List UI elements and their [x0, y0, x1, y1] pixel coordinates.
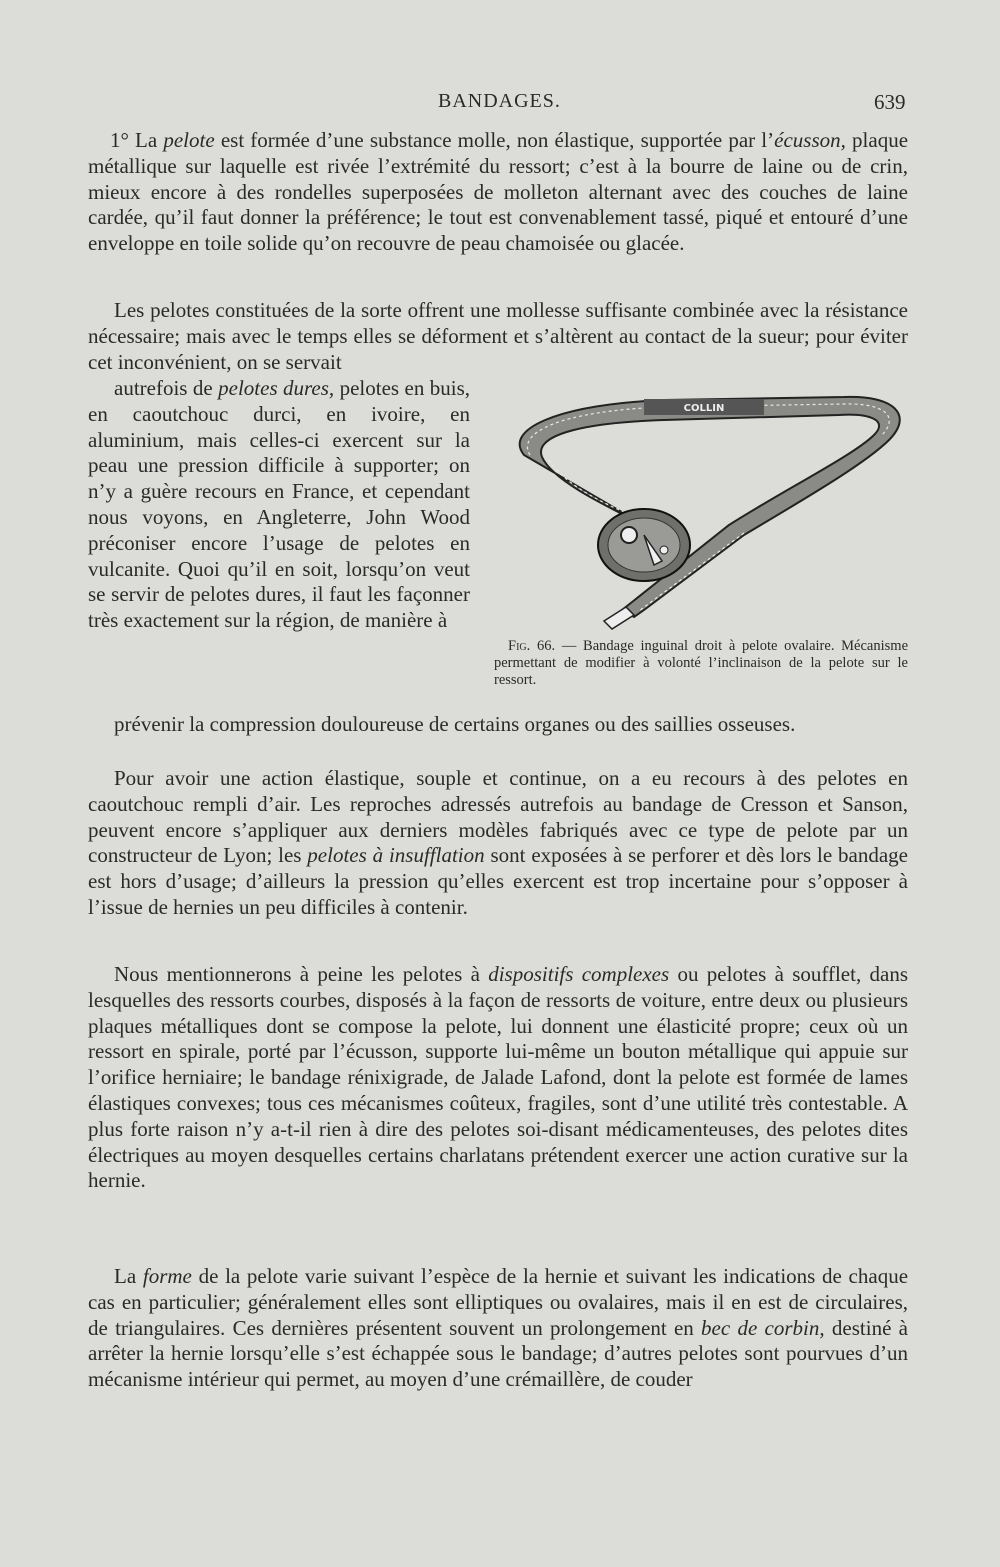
strap-buckle — [604, 607, 634, 629]
para2-wrap-text-a: autrefois de — [114, 376, 213, 400]
figure-caption-text: — Bandage inguinal droit à pelote ovalaire. Mécanisme permettant de modifier à volonté l’inclinaison de la pelote sur le ressort. — [494, 638, 908, 688]
term-pelote: pelote — [163, 128, 215, 152]
figure-label: Fig. 66. — [508, 638, 556, 654]
para2-full-width-text: Les pelotes constituées de la sorte offrent une mollesse suffisante combinée avec la résistance nécessaire; mais avec le temps elles se déforment et s’altèrent au contact de la sueur; pour éviter cet inconvénient, on se servait — [88, 298, 908, 374]
figure-66 — [494, 385, 914, 635]
paragraph-5 — [88, 1264, 908, 1393]
para2-wrap-text-b: pelotes en buis, en caoutchouc durci, en ivoire, en aluminium, mais celles-ci exercent sur la peau une pression difficile à supporter; on n’y a guère recours en France, et cependant nous voyons, en Angleterre, John Wood préconiser encore l’usage de pelotes en vulcanite. Quoi qu’il en soit, lorsqu’on veut se servir de pelotes dures, il faut les façonner très exactement sur la région, de manière à — [88, 376, 471, 633]
paragraph-2-wrapped — [88, 376, 470, 634]
para2-tail-text: prévenir la compression douloureuse de certains organes ou des saillies osseuses. — [114, 712, 796, 736]
adjustment-screw — [621, 527, 637, 543]
para1-text-b: plaque métallique sur laquelle est rivée l’extrémité du ressort; c’est à la bourre de laine ou de crin, mieux encore à des rondelles superposées de molleton alternant avec des couches de laine cardée, qu’il faut donner la préférence; le tout est convenablement tassé, piqué et entouré d’une enveloppe en toile solide qu’on recouvre de peau chamoisée ou glacée. — [88, 128, 909, 256]
para3-text-a: Pour avoir une action élastique, souple et continue, on a eu recours à des pelotes en caoutchouc rempli d’air. Les reproches adressés autrefois au bandage de Cresson et Sanson, peuvent encore s’appliquer aux derniers modèles fabriqués avec ce type de pelote par un constructeur de Lyon; les — [88, 766, 908, 868]
figure-caption — [494, 638, 908, 689]
para5-text-b: de la pelote varie suivant l’espèce de la hernie et suivant les indications de chaque cas en particulier; généralement elles sont elliptiques ou ovalaires, mais il en est de circulaires, de triangulaires. Ces dernières présentent souvent un prolongement en — [88, 1264, 909, 1340]
page-number: 639 — [874, 90, 906, 114]
page-header — [0, 90, 1000, 120]
paragraph-2-top — [88, 298, 908, 375]
term-pelotes-insufflation: pelotes à insufflation — [307, 843, 485, 868]
truss-bandage-illustration — [494, 385, 914, 635]
paragraph-1 — [88, 128, 908, 257]
paragraph-2-tail — [88, 712, 908, 738]
term-pelotes-dures: pelotes dures, — [218, 376, 335, 400]
term-forme: forme — [142, 1264, 192, 1288]
para4-text-a: Nous mentionnerons à peine les pelotes à — [114, 962, 480, 986]
para1-text-a: est formée d’une substance molle, non élastique, supportée par l’ — [220, 128, 775, 152]
para3-text-b: sont exposées à se perforer et dès lors le bandage est hors d’usage; d’ailleurs la pression qu’elles exercent est trop incertaine pour s’opposer à l’issue de hernies un peu difficiles à contenir. — [88, 843, 909, 919]
term-dispositifs-complexes: dispositifs complexes — [488, 962, 670, 986]
para4-text-b: ou pelotes à soufflet, dans lesquelles des ressorts courbes, disposés à la façon de ressorts de voiture, entre deux ou plusieurs plaques métalliques dont se compose la pelote, lui donnent une élasticité propre; ceux où un ressort en spirale, porté par l’écusson, supporte lui-même un bouton métallique qui appuie sur l’orifice herniaire; le bandage rénixigrade, de Jalade Lafond, dont la pelote est formée de lames élastiques convexes; tous ces mécanismes coûteux, fragiles, sont d’une utilité très contestable. A plus forte raison n’y a-t-il rien à dire des pelotes soi-disant médicamenteuses, des pelotes dites électriques au moyen desquelles certains charlatans prétendent exercer une action curative sur la hernie. — [88, 962, 909, 1193]
running-title: BANDAGES. — [438, 90, 561, 112]
para5-text-a: La — [114, 1264, 137, 1288]
term-bec-de-corbin: bec de corbin, — [701, 1315, 825, 1340]
para1-lead: 1° La — [110, 128, 158, 152]
para5-text-c: destiné à arrêter la hernie lorsqu’elle s’est échappée sous le bandage; d’autres pelotes sont pourvues d’un mécanisme intérieur qui permet, au moyen d’une crémaillère, de couder — [88, 1315, 908, 1392]
paragraph-4 — [88, 962, 908, 1194]
paragraph-3 — [88, 766, 908, 921]
maker-mark: COLLIN — [683, 403, 725, 414]
term-ecusson: écusson, — [774, 128, 846, 152]
